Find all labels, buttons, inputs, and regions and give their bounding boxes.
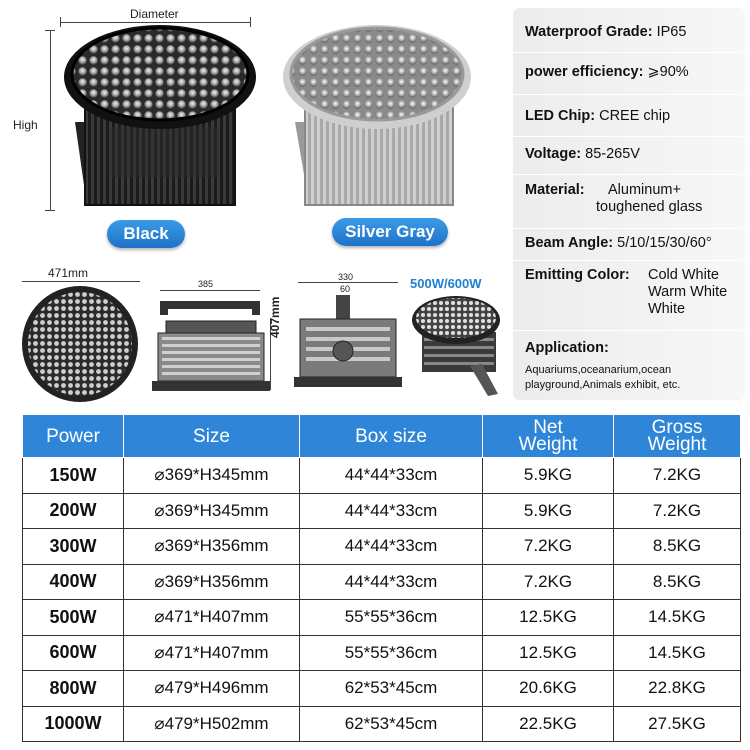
header-net-weight-label: Net Weight xyxy=(518,417,578,455)
cell-gross-weight: 8.5KG xyxy=(614,564,741,600)
cell-gross-weight: 8.5KG xyxy=(614,529,741,565)
cell-box-size: 62*53*45cm xyxy=(300,706,483,742)
cell-net-weight: 12.5KG xyxy=(483,600,614,636)
table-row xyxy=(23,493,741,529)
spec-waterproof-key: Waterproof Grade: xyxy=(525,24,653,40)
cell-box-size: 62*53*45cm xyxy=(300,671,483,707)
high-tick-bottom xyxy=(45,210,55,211)
cell-gross-weight: 14.5KG xyxy=(614,600,741,636)
table-header-row xyxy=(23,415,741,458)
side-view-drawing xyxy=(152,293,270,398)
spec-separator xyxy=(513,174,745,175)
cell-box-size: 44*44*33cm xyxy=(300,529,483,565)
table-row xyxy=(23,564,741,600)
back-width-label: 330 xyxy=(338,272,354,282)
header-box-size: Box size xyxy=(300,415,483,458)
cell-size: ⌀369*H345mm xyxy=(124,458,300,494)
cell-net-weight: 22.5KG xyxy=(483,706,614,742)
back-view-drawing xyxy=(292,293,404,398)
table-row xyxy=(23,671,741,707)
spec-beam xyxy=(525,235,741,251)
cell-size: ⌀471*H407mm xyxy=(124,635,300,671)
cell-gross-weight: 7.2KG xyxy=(614,458,741,494)
cell-size: ⌀479*H496mm xyxy=(124,671,300,707)
spec-application-value xyxy=(525,363,745,393)
cell-size: ⌀369*H356mm xyxy=(124,564,300,600)
spec-chip xyxy=(525,108,741,124)
spec-efficiency-value: ⩾90% xyxy=(647,64,689,80)
table-body xyxy=(23,458,741,742)
front-view-drawing xyxy=(18,284,142,404)
spec-color-line1: Cold White xyxy=(648,267,719,283)
cell-power: 600W xyxy=(23,635,124,671)
header-size: Size xyxy=(124,415,300,458)
spec-voltage-value: 85-265V xyxy=(585,146,640,162)
spec-application-key: Application: xyxy=(525,340,609,356)
spec-color-value xyxy=(648,267,727,318)
front-width-label: 471mm xyxy=(48,266,89,280)
cell-size: ⌀471*H407mm xyxy=(124,600,300,636)
cell-power: 800W xyxy=(23,671,124,707)
back-width-line xyxy=(298,282,398,283)
cell-net-weight: 5.9KG xyxy=(483,458,614,494)
spec-material-line1: Aluminum+ xyxy=(608,182,681,198)
cell-gross-weight: 7.2KG xyxy=(614,493,741,529)
spec-efficiency xyxy=(525,64,741,80)
header-power: Power xyxy=(23,415,124,458)
spec-efficiency-key: power efficiency: xyxy=(525,64,644,80)
spec-material-value xyxy=(596,182,703,216)
power-tag: 500W/600W xyxy=(410,276,482,291)
spec-separator xyxy=(513,228,745,229)
high-line xyxy=(50,30,51,210)
spec-separator xyxy=(513,260,745,261)
header-net-weight xyxy=(483,415,614,458)
cell-size: ⌀369*H356mm xyxy=(124,529,300,565)
spec-voltage xyxy=(525,146,741,162)
table-row xyxy=(23,706,741,742)
cell-power: 300W xyxy=(23,529,124,565)
angled-lamp-image xyxy=(408,294,508,400)
spec-beam-key: Beam Angle: xyxy=(525,235,614,251)
spec-separator xyxy=(513,52,745,53)
table-row xyxy=(23,458,741,494)
cell-gross-weight: 14.5KG xyxy=(614,635,741,671)
cell-box-size: 44*44*33cm xyxy=(300,493,483,529)
spec-separator xyxy=(513,330,745,331)
spec-application-line2: playground,Animals exhibit, etc. xyxy=(525,379,681,391)
spec-chip-key: LED Chip: xyxy=(525,108,596,124)
cell-box-size: 44*44*33cm xyxy=(300,564,483,600)
spec-waterproof xyxy=(525,24,741,40)
cell-box-size: 44*44*33cm xyxy=(300,458,483,494)
spec-material-key: Material: xyxy=(525,182,585,198)
cell-net-weight: 7.2KG xyxy=(483,529,614,565)
cell-box-size: 55*55*36cm xyxy=(300,635,483,671)
side-width-line xyxy=(160,290,260,291)
cell-net-weight: 12.5KG xyxy=(483,635,614,671)
front-width-line xyxy=(22,281,140,282)
side-width-label: 385 xyxy=(198,279,214,289)
header-gross-weight-label: Gross Weight xyxy=(647,417,707,455)
cell-net-weight: 7.2KG xyxy=(483,564,614,600)
spec-application xyxy=(525,340,741,356)
cell-size: ⌀369*H345mm xyxy=(124,493,300,529)
spec-application-line1: Aquariums,oceanarium,ocean xyxy=(525,364,672,376)
table-row xyxy=(23,529,741,565)
variant-silver-badge: Silver Gray xyxy=(332,218,448,246)
variant-black-badge: Black xyxy=(107,220,185,248)
cell-gross-weight: 27.5KG xyxy=(614,706,741,742)
table-row xyxy=(23,635,741,671)
cell-net-weight: 20.6KG xyxy=(483,671,614,707)
cell-power: 1000W xyxy=(23,706,124,742)
side-height-label: 407mm xyxy=(268,296,282,338)
product-photos xyxy=(0,0,510,262)
spec-separator xyxy=(513,136,745,137)
spec-color-key: Emitting Color: xyxy=(525,267,630,283)
cell-power: 500W xyxy=(23,600,124,636)
header-gross-weight xyxy=(614,415,741,458)
silver-lamp-image xyxy=(275,22,475,217)
table-row xyxy=(23,600,741,636)
spec-panel xyxy=(513,8,745,400)
spec-chip-value: CREE chip xyxy=(599,108,671,124)
spec-waterproof-value: IP65 xyxy=(656,24,687,40)
diameter-label: Diameter xyxy=(130,7,179,21)
spec-material-line2: toughened glass xyxy=(596,199,703,215)
back-bracket-label: 60 xyxy=(340,284,351,294)
cell-power: 200W xyxy=(23,493,124,529)
spec-color-line3: White xyxy=(648,301,686,317)
cell-size: ⌀479*H502mm xyxy=(124,706,300,742)
cell-power: 150W xyxy=(23,458,124,494)
spec-color-line2: Warm White xyxy=(648,284,728,300)
spec-separator xyxy=(513,94,745,95)
cell-box-size: 55*55*36cm xyxy=(300,600,483,636)
cell-power: 400W xyxy=(23,564,124,600)
cell-net-weight: 5.9KG xyxy=(483,493,614,529)
spec-table xyxy=(22,414,741,742)
spec-beam-value: 5/10/15/30/60° xyxy=(617,235,712,251)
cell-gross-weight: 22.8KG xyxy=(614,671,741,707)
high-tick-top xyxy=(45,30,55,31)
black-lamp-image xyxy=(55,22,265,217)
high-label: High xyxy=(13,118,38,132)
spec-voltage-key: Voltage: xyxy=(525,146,582,162)
